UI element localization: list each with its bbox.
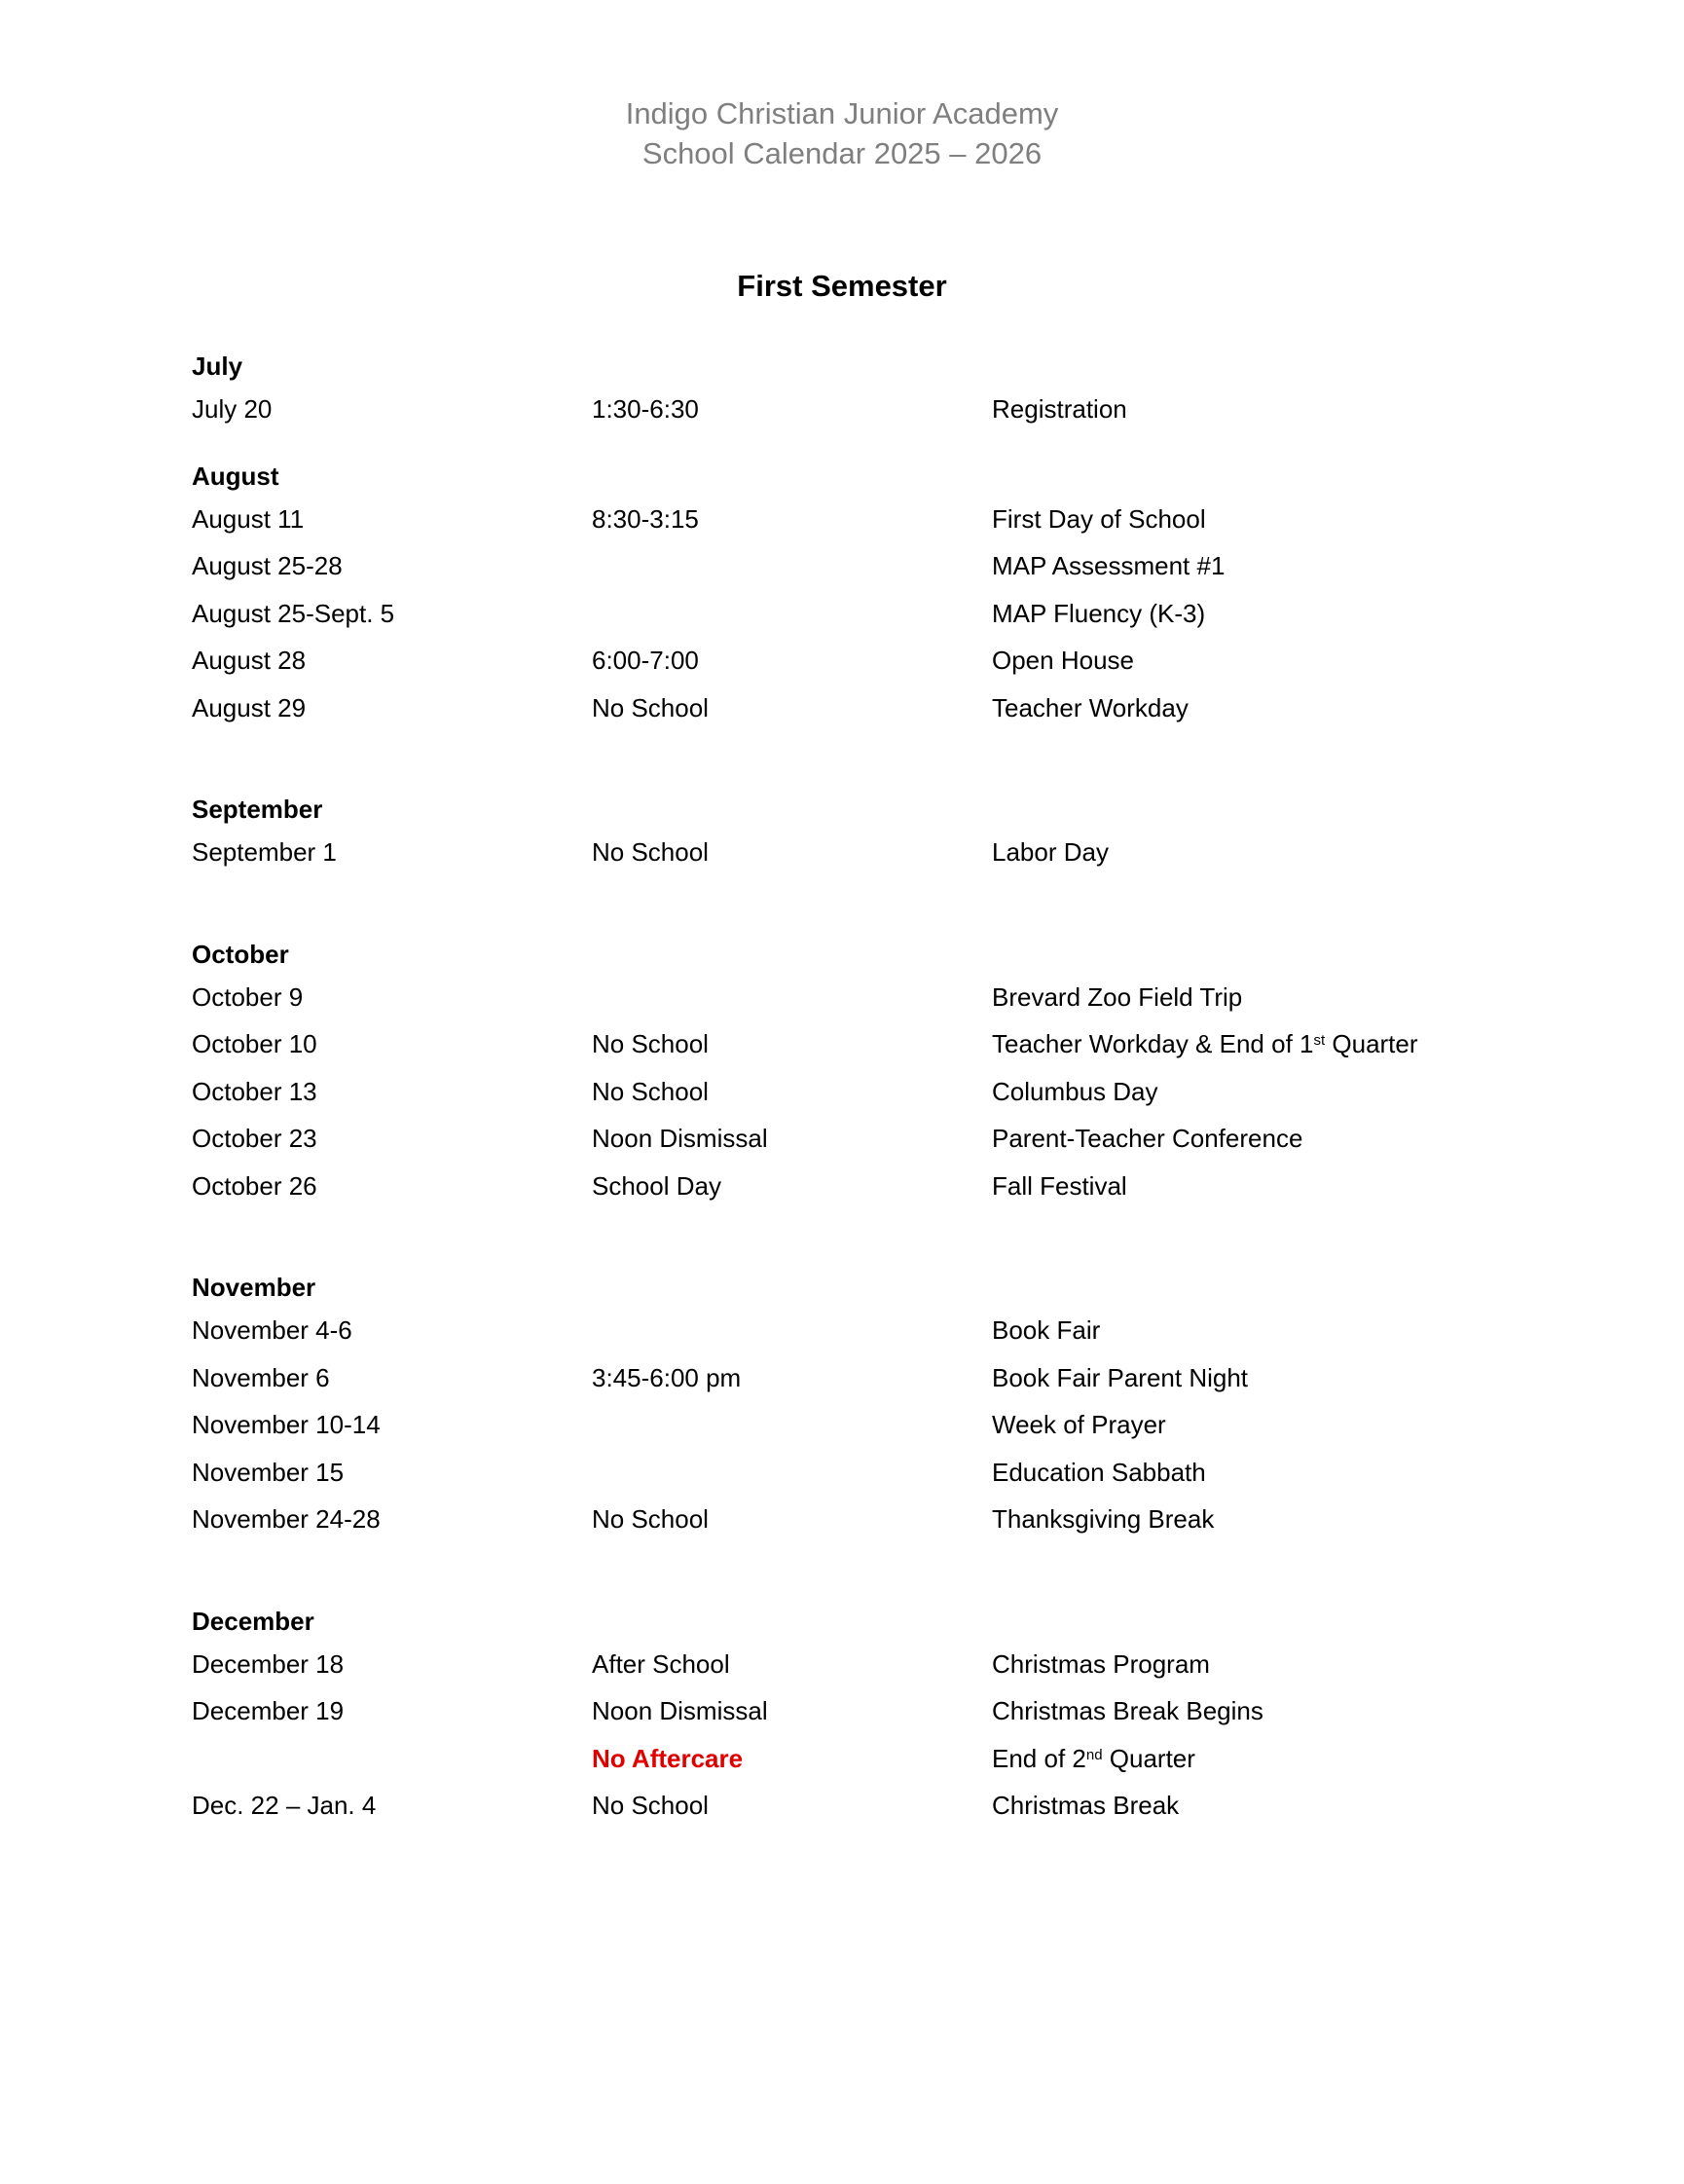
row-date: August 29	[192, 692, 307, 722]
calendar-row	[192, 685, 1555, 732]
month-section-november	[192, 1268, 1555, 1543]
month-heading: November	[192, 1273, 316, 1302]
row-time: No School	[592, 837, 709, 867]
calendar-row	[192, 637, 1555, 685]
document-header	[0, 93, 1684, 173]
month-heading: October	[192, 939, 289, 969]
row-date: August 11	[192, 503, 305, 534]
event-text-suffix: Quarter	[1325, 1029, 1418, 1058]
row-event: Thanksgiving Break	[992, 1504, 1215, 1534]
row-event: Christmas Program	[992, 1648, 1210, 1679]
calendar-row	[192, 1163, 1555, 1210]
row-event: Brevard Zoo Field Trip	[992, 981, 1243, 1012]
calendar-table	[192, 347, 1555, 1830]
event-text: Teacher Workday & End of 1	[992, 1029, 1314, 1058]
calendar-row	[192, 1449, 1555, 1497]
row-event: Fall Festival	[992, 1170, 1127, 1201]
month-heading: December	[192, 1606, 314, 1636]
row-event: Labor Day	[992, 837, 1109, 867]
row-event: Teacher Workday	[992, 692, 1189, 722]
no-aftercare-notice: No Aftercare	[592, 1743, 744, 1773]
calendar-row	[192, 1782, 1555, 1830]
row-time: No School	[592, 1791, 709, 1820]
row-date: Dec. 22 – Jan. 4	[192, 1791, 377, 1820]
calendar-title: School Calendar 2025 – 2026	[641, 136, 1043, 170]
row-event: Book Fair	[992, 1315, 1101, 1345]
month-section-december	[192, 1602, 1555, 1830]
calendar-row	[192, 1641, 1555, 1688]
row-time: Noon Dismissal	[592, 1124, 768, 1153]
row-date: December 18	[192, 1648, 345, 1679]
row-time: No School	[592, 692, 709, 722]
row-time: 6:00-7:00	[592, 646, 699, 675]
row-event: First Day of School	[992, 503, 1206, 534]
row-event: Christmas Break	[992, 1791, 1180, 1820]
calendar-row	[192, 386, 1555, 433]
month-section-august	[192, 457, 1555, 732]
row-time: 8:30-3:15	[592, 503, 699, 534]
calendar-row	[192, 542, 1555, 590]
calendar-row	[192, 1687, 1555, 1735]
row-event: MAP Fluency (K-3)	[992, 598, 1206, 628]
row-date: November 6	[192, 1362, 330, 1392]
calendar-row	[192, 1307, 1555, 1354]
row-time: No School	[592, 1504, 709, 1534]
calendar-row	[192, 1020, 1555, 1068]
calendar-row	[192, 1115, 1555, 1163]
row-date: October 10	[192, 1029, 317, 1058]
row-date: August 25-28	[192, 551, 343, 580]
row-date: July 20	[192, 394, 273, 424]
semester-title: First Semester	[737, 269, 947, 303]
row-event: Open House	[992, 646, 1134, 675]
row-event: Book Fair Parent Night	[992, 1362, 1249, 1392]
row-event: MAP Assessment #1	[992, 551, 1226, 580]
row-date: August 25-Sept. 5	[192, 598, 395, 628]
row-event: Week of Prayer	[992, 1410, 1166, 1439]
month-heading: September	[192, 795, 323, 824]
row-event: Columbus Day	[992, 1076, 1158, 1106]
row-date: September 1	[192, 837, 337, 867]
row-event: Parent-Teacher Conference	[992, 1124, 1303, 1153]
row-time: Noon Dismissal	[592, 1696, 768, 1725]
row-event: Christmas Break Begins	[992, 1696, 1263, 1725]
calendar-row	[192, 829, 1555, 876]
row-time: 3:45-6:00 pm	[592, 1362, 742, 1392]
row-time: No School	[592, 1076, 709, 1106]
row-time: After School	[592, 1648, 730, 1679]
row-time: No School	[592, 1029, 709, 1058]
row-date: November 15	[192, 1457, 345, 1487]
row-date: November 10-14	[192, 1410, 381, 1439]
row-date: December 19	[192, 1696, 345, 1725]
ordinal-suffix: st	[1313, 1032, 1326, 1050]
calendar-row	[192, 1735, 1555, 1783]
row-date: October 26	[192, 1170, 317, 1201]
school-name: Indigo Christian Junior Academy	[625, 96, 1059, 130]
calendar-row	[192, 1496, 1555, 1543]
row-time: 1:30-6:30	[592, 394, 699, 424]
row-date: October 13	[192, 1076, 317, 1106]
calendar-row	[192, 1354, 1555, 1402]
row-date: October 23	[192, 1124, 317, 1153]
month-section-september	[192, 790, 1555, 876]
month-section-october	[192, 935, 1555, 1210]
row-event: Registration	[992, 394, 1127, 424]
calendar-row	[192, 590, 1555, 638]
row-date: November 4-6	[192, 1315, 352, 1345]
month-heading: July	[192, 352, 243, 381]
month-section-july	[192, 347, 1555, 433]
calendar-row	[192, 496, 1555, 543]
row-date: August 28	[192, 646, 307, 675]
row-event: Education Sabbath	[992, 1457, 1206, 1487]
event-text: End of 2	[992, 1743, 1086, 1773]
calendar-row	[192, 1401, 1555, 1449]
row-event	[992, 1735, 1195, 1783]
event-text-suffix: Quarter	[1102, 1743, 1195, 1773]
row-event	[992, 1020, 1418, 1068]
row-date: November 24-28	[192, 1504, 381, 1534]
calendar-row	[192, 974, 1555, 1021]
row-time: School Day	[592, 1170, 721, 1201]
row-date: October 9	[192, 981, 304, 1012]
calendar-row	[192, 1068, 1555, 1116]
month-heading: August	[192, 461, 279, 491]
ordinal-suffix: nd	[1085, 1746, 1103, 1763]
